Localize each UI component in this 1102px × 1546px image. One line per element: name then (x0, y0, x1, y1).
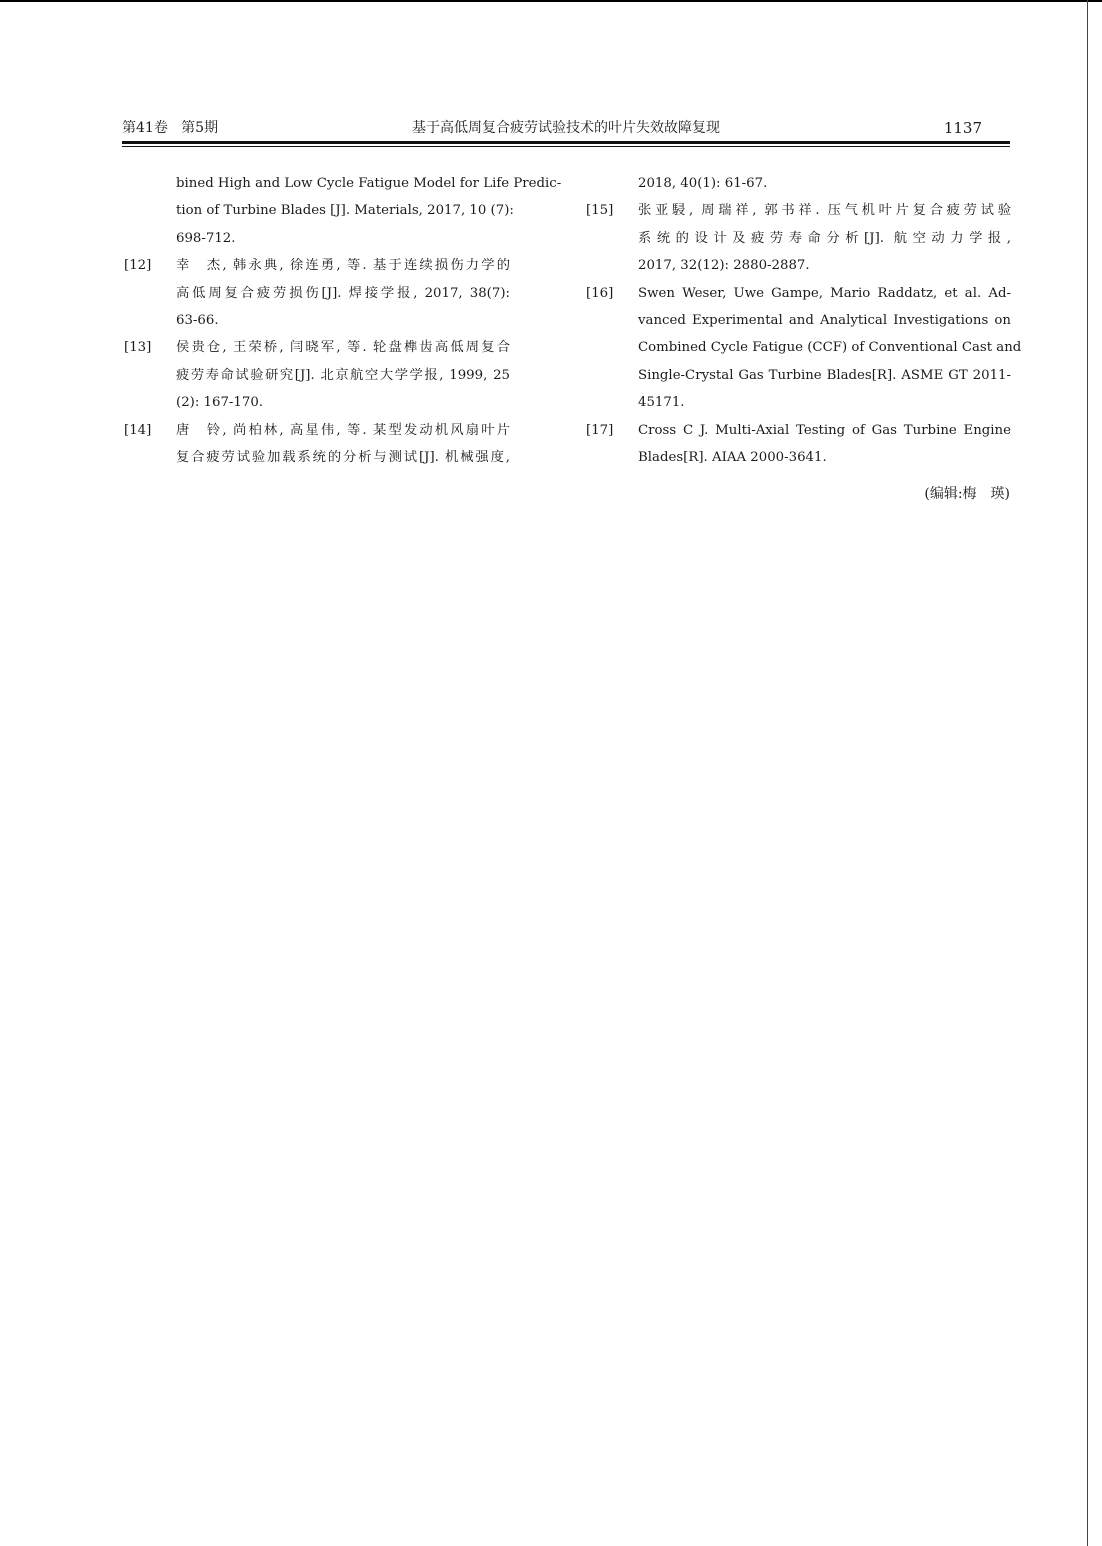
reference-text (176, 417, 510, 472)
volume-issue: 第41卷 第5期 (122, 120, 219, 136)
reference-line: tion of Turbine Blades [J]. Materials, 2017, 10 (7): (176, 203, 514, 219)
reference-number: [16] (586, 285, 614, 301)
reference-line: 张亚駸, 周瑞祥, 郭书祥. 压气机叶片复合疲劳试验 (638, 203, 1011, 219)
reference-line: 复合疲劳试验加载系统的分析与测试[J]. 机械强度, (176, 450, 510, 466)
reference-line: 45171. (638, 395, 685, 411)
reference-line: 疲劳寿命试验研究[J]. 北京航空大学学报, 1999, 25 (176, 367, 510, 383)
reference-line: 侯贵仓, 王荣桥, 闫晓军, 等. 轮盘榫齿高低周复合 (176, 340, 510, 356)
reference-16 (586, 280, 1022, 417)
reference-14 (124, 417, 510, 472)
running-header (122, 117, 1010, 139)
reference-line: Cross C J. Multi-Axial Testing of Gas Turbine Engine (638, 422, 1011, 438)
reference-17 (586, 417, 1011, 472)
references-right-column (586, 170, 1022, 471)
reference-14-continued (586, 170, 1011, 197)
reference-12 (124, 252, 510, 334)
reference-line: 698-712. (176, 230, 236, 246)
reference-line: Blades[R]. AIAA 2000-3641. (638, 450, 827, 466)
reference-11-continued (124, 170, 562, 252)
reference-line: 2017, 32(12): 2880-2887. (638, 258, 810, 274)
page-number: 1137 (943, 119, 982, 137)
header-rule-thick (122, 141, 1010, 144)
running-title: 基于高低周复合疲劳试验技术的叶片失效故障复现 (412, 120, 720, 136)
reference-number: [13] (124, 340, 152, 356)
reference-13 (124, 334, 510, 416)
page-top-border (0, 0, 1102, 2)
reference-text (176, 170, 562, 252)
reference-text (638, 197, 1011, 279)
reference-number: [15] (586, 203, 614, 219)
header-rule-thin (122, 146, 1010, 147)
reference-number: [12] (124, 258, 152, 274)
references-left-column (124, 170, 562, 471)
reference-number: [17] (586, 422, 614, 438)
reference-line: Single-Crystal Gas Turbine Blades[R]. ASME GT 2011- (638, 367, 1011, 383)
reference-line: bined High and Low Cycle Fatigue Model for Life Predic- (176, 176, 562, 191)
reference-text (638, 170, 1011, 197)
reference-line: 高低周复合疲劳损伤[J]. 焊接学报, 2017, 38(7): (176, 285, 510, 301)
reference-text (176, 334, 510, 416)
page-right-border (1087, 0, 1088, 1546)
reference-line: 唐 铃, 尚柏林, 高星伟, 等. 某型发动机风扇叶片 (176, 422, 510, 438)
reference-text (638, 280, 1022, 417)
reference-15 (586, 197, 1011, 279)
reference-text (176, 252, 510, 334)
reference-number: [14] (124, 422, 152, 438)
reference-line: vanced Experimental and Analytical Investigations on (638, 313, 1011, 329)
reference-line: Combined Cycle Fatigue (CCF) of Conventional Cast and (638, 340, 1022, 356)
reference-line: (2): 167-170. (176, 395, 264, 411)
reference-line: 63-66. (176, 313, 219, 329)
editor-credit: (编辑:梅 瑛) (924, 486, 1010, 502)
reference-line: 系统的设计及疲劳寿命分析[J]. 航空动力学报, (638, 230, 1011, 246)
reference-text (638, 417, 1011, 472)
reference-line: 幸 杰, 韩永典, 徐连勇, 等. 基于连续损伤力学的 (176, 258, 510, 274)
reference-line: 2018, 40(1): 61-67. (638, 176, 768, 191)
reference-line: Swen Weser, Uwe Gampe, Mario Raddatz, et al. Ad- (638, 285, 1011, 301)
